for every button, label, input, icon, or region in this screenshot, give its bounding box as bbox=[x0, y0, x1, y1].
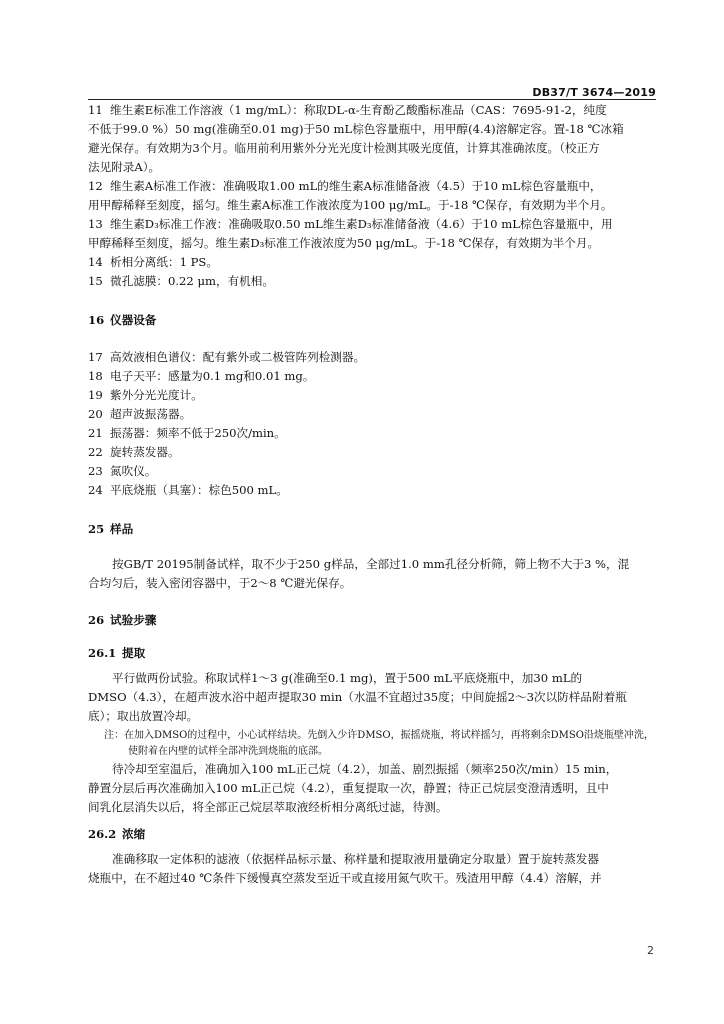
instrument-item-20 bbox=[88, 405, 656, 424]
section-title: 仪器设备 bbox=[110, 313, 157, 327]
item-number: 20 bbox=[88, 407, 103, 421]
item-number: 19 bbox=[88, 388, 103, 402]
item-text: 振荡器：频率不低于250次/min。 bbox=[110, 426, 286, 440]
item-text: 维生素A标准工作液：准确吸取1.00 mL的维生素A标准储备液（4.5）于10 mL棕色容量瓶中， bbox=[110, 179, 602, 193]
item-text: 微孔滤膜：0.22 μm，有机相。 bbox=[110, 274, 274, 288]
sample-paragraph bbox=[88, 555, 656, 593]
section-heading-16 bbox=[88, 311, 656, 330]
instrument-item-19 bbox=[88, 386, 656, 405]
doc-header-code: DB37/T 3674—2019 bbox=[532, 86, 656, 99]
subsection-title: 浓缩 bbox=[122, 827, 146, 841]
item-continuation: 甲醇稀释至刻度，摇匀。维生素D₃标准工作液浓度为50 μg/mL。于-18 ℃保存，有效期为半个月。 bbox=[88, 236, 600, 250]
page-content bbox=[88, 101, 656, 888]
instrument-item-17 bbox=[88, 348, 656, 367]
item-number: 17 bbox=[88, 350, 103, 364]
subsection-number: 26.1 bbox=[88, 646, 117, 660]
instrument-item-23 bbox=[88, 462, 656, 481]
item-continuation: 法见附录A）。 bbox=[88, 160, 161, 174]
concentrate-paragraph bbox=[88, 850, 656, 888]
section-title: 样品 bbox=[110, 522, 134, 536]
section-number: 25 bbox=[88, 522, 105, 536]
item-number: 15 bbox=[88, 274, 103, 288]
item-number: 14 bbox=[88, 255, 103, 269]
paragraph-line: 合均匀后，装入密闭容器中，于2～8 ℃避光保存。 bbox=[88, 576, 352, 590]
paragraph-line: DMSO（4.3），在超声波水浴中超声提取30 min（水温不宜超过35度；中间旋摇2～3次以防样品附着瓶 bbox=[88, 690, 627, 704]
item-text: 维生素E标准工作溶液（1 mg/mL）：称取DL-α-生育酚乙酸酯标准品（CAS：7695-91-2，纯度 bbox=[110, 103, 607, 117]
item-number: 24 bbox=[88, 483, 103, 497]
item-text: 旋转蒸发器。 bbox=[110, 445, 180, 459]
section-title: 试验步骤 bbox=[110, 613, 157, 627]
paragraph-line: 待冷却至室温后，准确加入100 mL正己烷（4.2），加盖、剧烈振摇（频率250次/min）15 min， bbox=[112, 762, 618, 776]
page-number: 2 bbox=[647, 944, 654, 957]
item-number: 11 bbox=[88, 103, 103, 117]
item-number: 18 bbox=[88, 369, 103, 383]
subsection-heading-26-2 bbox=[88, 825, 656, 844]
item-number: 22 bbox=[88, 445, 103, 459]
section-heading-25 bbox=[88, 520, 656, 539]
subsection-title: 提取 bbox=[122, 646, 146, 660]
item-number: 12 bbox=[88, 179, 103, 193]
note-block bbox=[88, 728, 656, 760]
paragraph-line: 平行做两份试验。称取试样1～3 g(准确至0.1 mg)，置于500 mL平底烧瓶中，加30 mL的 bbox=[112, 671, 583, 685]
section-heading-26 bbox=[88, 611, 656, 630]
section-number: 16 bbox=[88, 313, 105, 327]
item-text: 超声波振荡器。 bbox=[110, 407, 192, 421]
reagent-item-13 bbox=[88, 215, 656, 253]
paragraph-line: 烧瓶中，在不超过40 ℃条件下缓慢真空蒸发至近干或直接用氮气吹干。残渣用甲醇（4.4）溶解，并 bbox=[88, 871, 602, 885]
instrument-item-21 bbox=[88, 424, 656, 443]
note-text: 在加入DMSO的过程中，小心试样结块。先倒入少许DMSO，振摇烧瓶，将试样摇匀，再将剩余DMSO沿烧瓶壁冲洗， bbox=[124, 730, 654, 741]
item-text: 维生素D₃标准工作液：准确吸取0.50 mL维生素D₃标准储备液（4.6）于10 mL棕色容量瓶中，用 bbox=[110, 217, 613, 231]
item-text: 氮吹仪。 bbox=[110, 464, 157, 478]
paragraph-line: 准确移取一定体积的滤液（依据样品标示量、称样量和提取液用量确定分取量）置于旋转蒸发器 bbox=[112, 852, 599, 866]
instrument-item-24 bbox=[88, 481, 656, 500]
item-text: 析相分离纸：1 PS。 bbox=[110, 255, 218, 269]
paragraph-line: 静置分层后再次准确加入100 mL正己烷（4.2），重复提取一次，静置；待正己烷层变澄清透明，且中 bbox=[88, 781, 609, 795]
item-continuation: 用甲醇稀释至刻度，摇匀。维生素A标准工作液浓度为100 μg/mL。于-18 ℃保存，有效期为半个月。 bbox=[88, 198, 613, 212]
subsection-number: 26.2 bbox=[88, 827, 117, 841]
item-continuation: 避光保存。有效期为3个月。临用前利用紫外分光光度计检测其吸光度值，计算其准确浓度。（校正方 bbox=[88, 141, 600, 155]
instrument-item-18 bbox=[88, 367, 656, 386]
item-text: 高效液相色谱仪：配有紫外或二极管阵列检测器。 bbox=[110, 350, 366, 364]
instrument-item-22 bbox=[88, 443, 656, 462]
paragraph-line: 间乳化层消失以后，将全部正己烷层萃取液经析相分离纸过滤，待测。 bbox=[88, 800, 448, 814]
item-number: 13 bbox=[88, 217, 103, 231]
extract-paragraph-2 bbox=[88, 760, 656, 817]
reagent-item-14 bbox=[88, 253, 656, 272]
item-number: 23 bbox=[88, 464, 103, 478]
reagent-item-11 bbox=[88, 101, 656, 177]
section-number: 26 bbox=[88, 613, 105, 627]
header-rule bbox=[88, 99, 656, 100]
reagent-item-12 bbox=[88, 177, 656, 215]
item-text: 电子天平：感量为0.1 mg和0.01 mg。 bbox=[110, 369, 315, 383]
item-continuation: 不低于99.0 %）50 mg(准确至0.01 mg)于50 mL棕色容量瓶中，用甲醇(4.4)溶解定容。置-18 ℃冰箱 bbox=[88, 122, 624, 136]
extract-paragraph-1 bbox=[88, 669, 656, 726]
note-text-continuation: 使附着在内壁的试样全部冲洗到烧瓶的底部。 bbox=[128, 746, 328, 757]
paragraph-line: 按GB/T 20195制备试样，取不少于250 g样品，全部过1.0 mm孔径分析筛，筛上物不大于3 %，混 bbox=[112, 557, 630, 571]
subsection-heading-26-1 bbox=[88, 644, 656, 663]
item-text: 平底烧瓶（具塞）：棕色500 mL。 bbox=[110, 483, 288, 497]
note-label: 注： bbox=[104, 730, 124, 741]
item-text: 紫外分光光度计。 bbox=[110, 388, 203, 402]
reagent-item-15 bbox=[88, 272, 656, 291]
item-number: 21 bbox=[88, 426, 103, 440]
paragraph-line: 底）；取出放置冷却。 bbox=[88, 709, 199, 723]
